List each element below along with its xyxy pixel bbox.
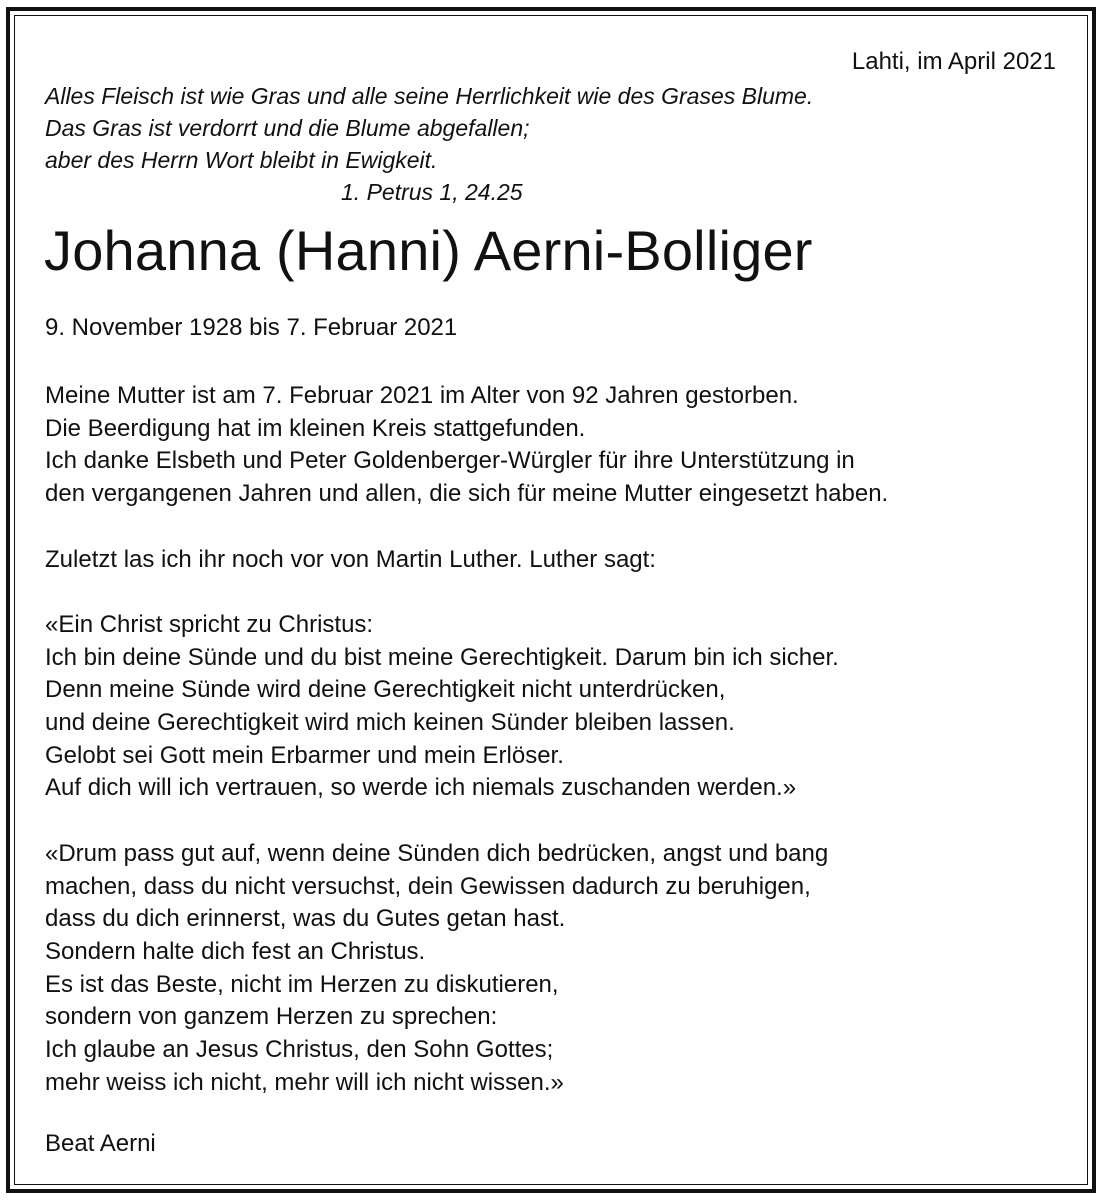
- text-line: Die Beerdigung hat im kleinen Kreis stattgefunden.: [45, 414, 586, 442]
- text-line: Ich bin deine Sünde und du bist meine Gerechtigkeit. Darum bin ich sicher.: [45, 643, 839, 671]
- verse-reference: 1. Petrus 1, 24.25: [341, 179, 523, 205]
- paragraph: [45, 544, 888, 577]
- text-line: Es ist das Beste, nicht im Herzen zu diskutieren,: [45, 970, 559, 998]
- text-line: den vergangenen Jahren und allen, die sich für meine Mutter eingesetzt haben.: [45, 480, 889, 508]
- text-line: Auf dich will ich vertrauen, so werde ich niemals zuschanden werden.»: [45, 774, 797, 802]
- life-dates: 9. November 1928 bis 7. Februar 2021: [45, 314, 458, 341]
- text-line: machen, dass du nicht versuchst, dein Gewissen dadurch zu beruhigen,: [45, 872, 811, 900]
- text-line: sondern von ganzem Herzen zu sprechen:: [45, 1003, 498, 1031]
- text-line: Ich glaube an Jesus Christus, den Sohn Gottes;: [45, 1036, 554, 1064]
- text-line: Sondern halte dich fest an Christus.: [45, 937, 426, 965]
- text-line: Gelobt sei Gott mein Erbarmer und mein Erlöser.: [45, 741, 564, 769]
- verse-line: Das Gras ist verdorrt und die Blume abgefallen;: [45, 115, 530, 141]
- verse-line: Alles Fleisch ist wie Gras und alle seine Herrlichkeit wie des Grases Blume.: [45, 83, 814, 109]
- message-body: [45, 380, 888, 1132]
- paragraph: [45, 838, 888, 1100]
- text-line: Denn meine Sünde wird deine Gerechtigkeit nicht unterdrücken,: [45, 676, 726, 704]
- verse-line: aber des Herrn Wort bleibt in Ewigkeit.: [45, 147, 438, 173]
- place-and-date: Lahti, im April 2021: [851, 48, 1056, 75]
- bible-verse: [45, 80, 813, 208]
- signature: Beat Aerni: [45, 1130, 156, 1157]
- text-line: und deine Gerechtigkeit wird mich keinen Sünder bleiben lassen.: [45, 709, 735, 736]
- deceased-name: Johanna (Hanni) Aerni-Bolliger: [44, 219, 813, 282]
- text-line: Zuletzt las ich ihr noch vor von Martin Luther. Luther sagt:: [45, 545, 656, 573]
- text-line: Meine Mutter ist am 7. Februar 2021 im Alter von 92 Jahren gestorben.: [45, 382, 799, 409]
- text-line: «Drum pass gut auf, wenn deine Sünden dich bedrücken, angst und bang: [45, 839, 829, 867]
- text-line: Ich danke Elsbeth und Peter Goldenberger-Würgler für ihre Unterstützung in: [45, 447, 855, 475]
- paragraph: [45, 380, 888, 511]
- text-line: dass du dich erinnerst, was du Gutes getan hast.: [45, 905, 566, 933]
- paragraph: [45, 609, 888, 805]
- text-line: mehr weiss ich nicht, mehr will ich nicht wissen.»: [45, 1068, 564, 1096]
- text-line: «Ein Christ spricht zu Christus:: [45, 610, 374, 638]
